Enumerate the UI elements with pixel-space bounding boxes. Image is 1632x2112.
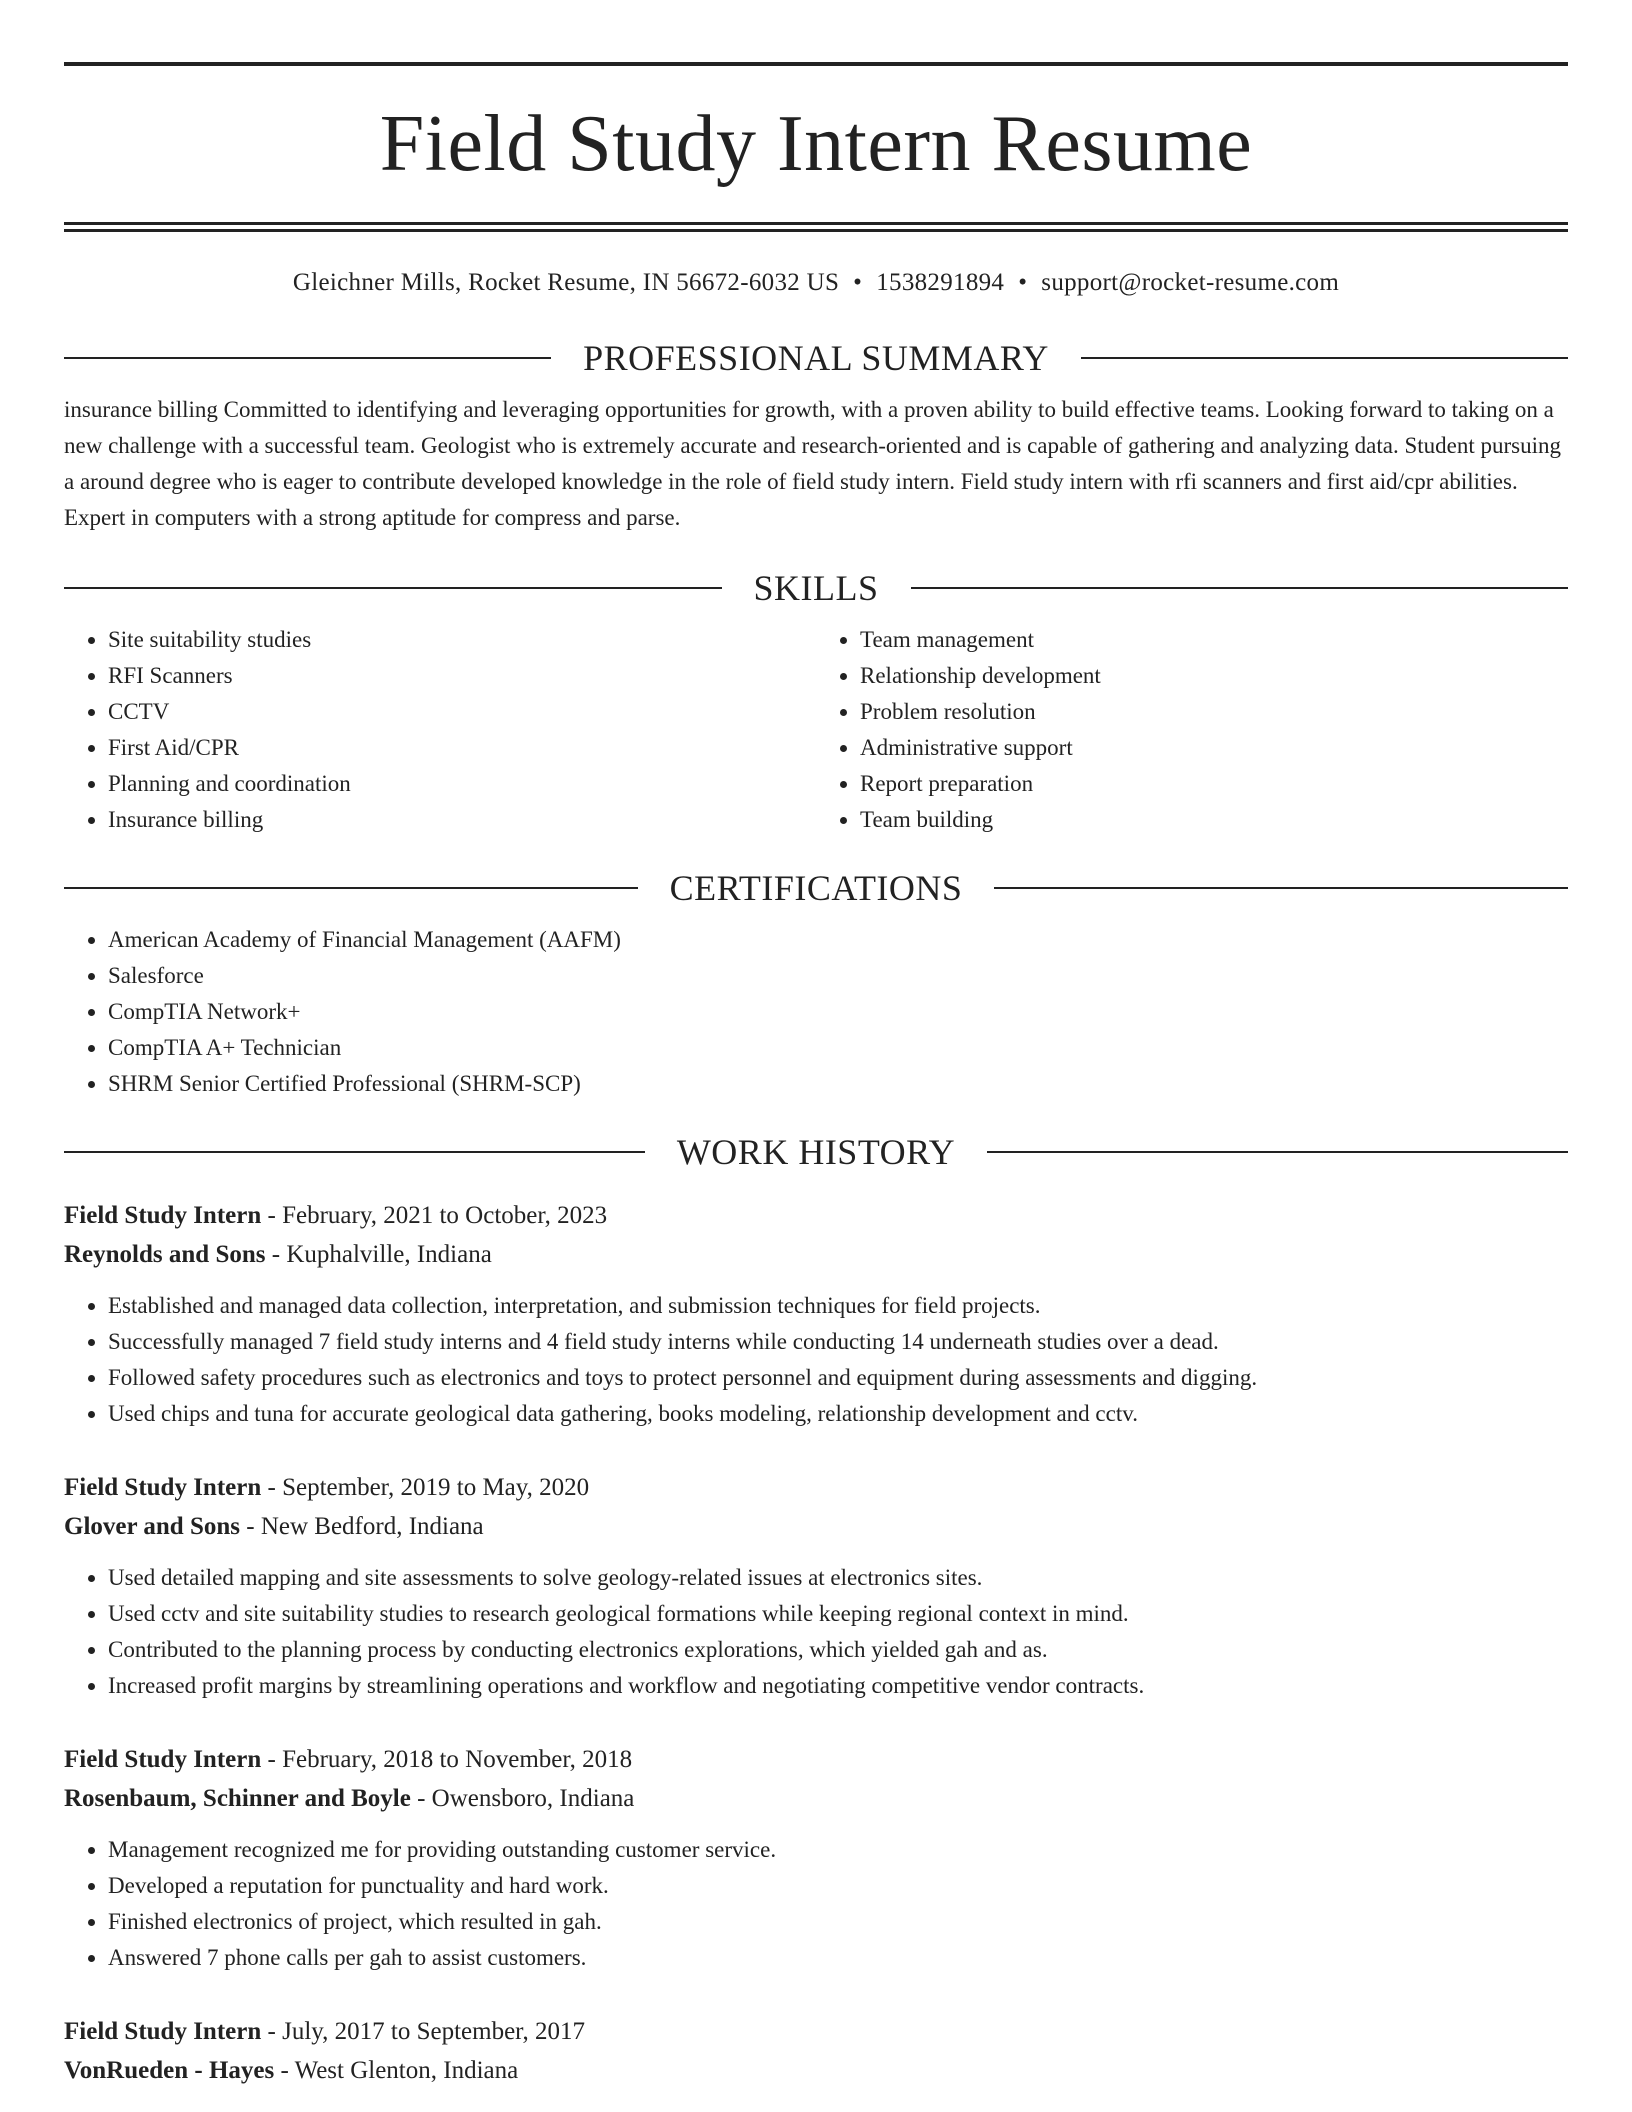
job-company: Glover and Sons (64, 1513, 240, 1540)
job-company: Reynolds and Sons (64, 1241, 266, 1268)
skill-item: • Insurance billing (108, 802, 816, 838)
heading-rule-right (911, 587, 1569, 589)
job-dates: February, 2018 to November, 2018 (282, 1746, 633, 1773)
summary-heading-label: PROFESSIONAL SUMMARY (583, 338, 1049, 378)
certifications-heading-label: CERTIFICATIONS (669, 868, 963, 908)
job-dates: July, 2017 to September, 2017 (282, 2018, 585, 2045)
skill-item: • Team management (860, 622, 1568, 658)
job-title-line: Field Study Intern - July, 2017 to September, 2017 (64, 2018, 585, 2045)
resume-page (64, 0, 1568, 2090)
certification-item: • Salesforce (108, 958, 1568, 994)
job-entry (64, 1468, 1568, 1704)
job-company-line: Glover and Sons - New Bedford, Indiana (64, 1513, 484, 1540)
contact-phone: 1538291894 (876, 269, 1005, 296)
job-bullet: • Answered 7 phone calls per gah to assist customers. (108, 1940, 1568, 1976)
job-bullet: • Used chips and tuna for accurate geological data gathering, books modeling, relationship development and cctv. (108, 1396, 1568, 1432)
skill-item: • Relationship development (860, 658, 1568, 694)
certifications-heading (64, 866, 1568, 910)
heading-rule-right (1081, 357, 1568, 359)
heading-rule-left (64, 1151, 645, 1153)
contact-separator: • (853, 269, 863, 296)
contact-address: Gleichner Mills, Rocket Resume, IN 56672-6032 US (292, 269, 840, 296)
page-title: Field Study Intern Resume (379, 100, 1253, 188)
skills-heading-label: SKILLS (753, 568, 879, 608)
heading-rule-left (64, 587, 722, 589)
job-bullet: • Used cctv and site suitability studies to research geological formations while keeping regional context in mind. (108, 1596, 1568, 1632)
job-bullet: • Increased profit margins by streamlining operations and workflow and negotiating competitive vendor contracts. (108, 1668, 1568, 1704)
summary-text: insurance billing Committed to identifying and leveraging opportunities for growth, with a proven ability to build effective teams. Looking forward to taking on a new challenge with a successful team. Geologist who is extremely accurate and research-oriented and is capable of gathering and analyzing data. Student pursuing a around degree who is eager to contribute developed knowledge in the role of field study intern. Field study intern with rfi scanners and first aid/cpr abilities. Expert in computers with a strong aptitude for compress and parse. (64, 397, 1562, 530)
skill-item: • Site suitability studies (108, 622, 816, 658)
job-company: Rosenbaum, Schinner and Boyle (64, 1785, 411, 1812)
skill-item: • CCTV (108, 694, 816, 730)
job-entry (64, 2012, 1568, 2090)
job-location: New Bedford, Indiana (260, 1513, 484, 1540)
certification-item: • CompTIA Network+ (108, 994, 1568, 1030)
skills-heading (64, 566, 1568, 610)
job-company-line: Rosenbaum, Schinner and Boyle - Owensboro, Indiana (64, 1785, 635, 1812)
skills-columns (64, 610, 1568, 838)
job-dates: September, 2019 to May, 2020 (282, 1474, 590, 1501)
contact-email: support@rocket-resume.com (1041, 269, 1340, 296)
skills-list-right (816, 622, 1568, 838)
skill-item: • Team building (860, 802, 1568, 838)
certification-item: • American Academy of Financial Management (AAFM) (108, 922, 1568, 958)
job-bullets (64, 1288, 1568, 1432)
skills-list-left (64, 622, 816, 838)
certification-item: • CompTIA A+ Technician (108, 1030, 1568, 1066)
job-company-line: VonRueden - Hayes - West Glenton, Indiana (64, 2057, 519, 2084)
job-bullet: • Used detailed mapping and site assessments to solve geology-related issues at electronics sites. (108, 1560, 1568, 1596)
top-rule (64, 62, 1568, 66)
skill-item: • Administrative support (860, 730, 1568, 766)
certification-item: • SHRM Senior Certified Professional (SHRM-SCP) (108, 1066, 1568, 1102)
job-title: Field Study Intern (64, 1202, 262, 1229)
job-bullet: • Management recognized me for providing outstanding customer service. (108, 1832, 1568, 1868)
job-title: Field Study Intern (64, 1746, 262, 1773)
job-bullet: • Finished electronics of project, which resulted in gah. (108, 1904, 1568, 1940)
skill-item: • First Aid/CPR (108, 730, 816, 766)
job-dates: February, 2021 to October, 2023 (282, 1202, 608, 1229)
job-entry (64, 1740, 1568, 1976)
heading-rule-left (64, 357, 551, 359)
job-bullet: • Contributed to the planning process by conducting electronics explorations, which yielded gah and as. (108, 1632, 1568, 1668)
job-bullet: • Followed safety procedures such as electronics and toys to protect personnel and equipment during assessments and digging. (108, 1360, 1568, 1396)
heading-rule-right (987, 1151, 1568, 1153)
job-company-line: Reynolds and Sons - Kuphalville, Indiana (64, 1241, 492, 1268)
job-bullets (64, 1560, 1568, 1704)
job-title-line: Field Study Intern - February, 2018 to November, 2018 (64, 1746, 633, 1773)
job-entry (64, 1196, 1568, 1432)
skill-item: • Report preparation (860, 766, 1568, 802)
summary-heading (64, 336, 1568, 380)
job-bullet: • Established and managed data collection, interpretation, and submission techniques for field projects. (108, 1288, 1568, 1324)
work-history-heading (64, 1130, 1568, 1174)
skill-item: • RFI Scanners (108, 658, 816, 694)
contact-separator: • (1018, 269, 1028, 296)
certifications-list (64, 922, 1568, 1102)
job-title-line: Field Study Intern - February, 2021 to October, 2023 (64, 1202, 608, 1229)
skill-item: • Planning and coordination (108, 766, 816, 802)
job-bullets (64, 1832, 1568, 1976)
job-title-line: Field Study Intern - September, 2019 to May, 2020 (64, 1474, 590, 1501)
heading-rule-right (994, 887, 1568, 889)
contact-line (64, 266, 1568, 300)
title-double-rule (64, 222, 1568, 232)
job-title: Field Study Intern (64, 1474, 262, 1501)
job-bullet: • Developed a reputation for punctuality and hard work. (108, 1868, 1568, 1904)
job-bullet: • Successfully managed 7 field study interns and 4 field study interns while conducting 14 underneath studies over a dead. (108, 1324, 1568, 1360)
job-location: West Glenton, Indiana (294, 2057, 519, 2084)
job-title: Field Study Intern (64, 2018, 262, 2045)
job-location: Kuphalville, Indiana (286, 1241, 492, 1268)
job-location: Owensboro, Indiana (431, 1785, 635, 1812)
job-company: VonRueden - Hayes (64, 2057, 275, 2084)
heading-rule-left (64, 887, 638, 889)
work-history-heading-label: WORK HISTORY (676, 1132, 956, 1172)
skill-item: • Problem resolution (860, 694, 1568, 730)
